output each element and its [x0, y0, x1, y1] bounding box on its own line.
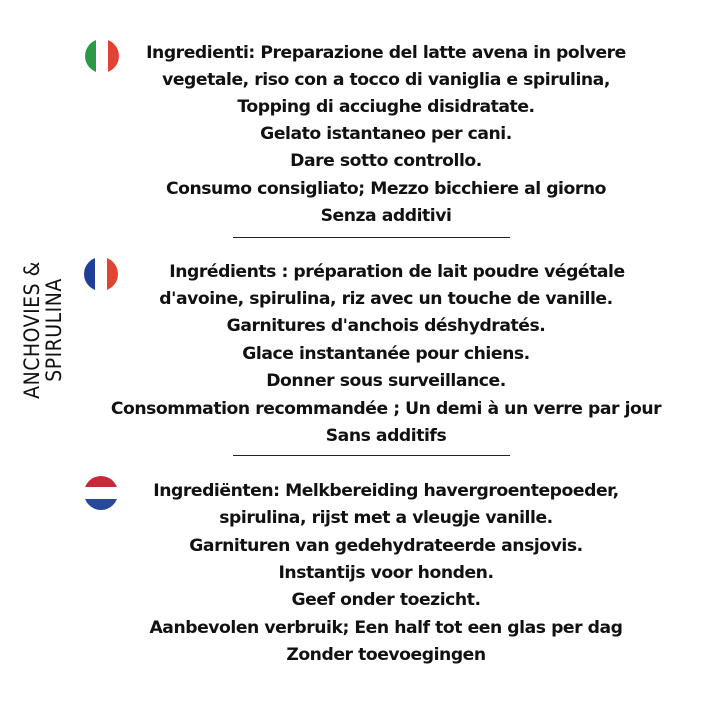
text-line: Ingrédients : préparation de lait poudre végétale	[169, 262, 625, 282]
text-line: Ingrediënten: Melkbereiding havergroentepoeder,	[153, 481, 619, 501]
text-line: vegetale, riso con a tocco di vaniglia e spirulina,	[162, 70, 610, 90]
text-line: Consumo consigliato; Mezzo bicchiere al giorno	[165, 179, 607, 199]
text-line: Dare sotto controllo.	[290, 151, 482, 171]
text-line: Consommation recommandée ; Un demi à un verre par jour	[110, 399, 662, 419]
product-name-vertical	[21, 261, 65, 399]
text-line: Senza additivi	[320, 206, 452, 226]
product-name-line-2: SPIRULINA	[42, 278, 66, 382]
text-line: spirulina, rijst met a vleugje vanille.	[219, 508, 553, 528]
section-divider	[233, 237, 510, 238]
text-line: d'avoine, spirulina, riz avec un touche de vanille.	[159, 289, 613, 309]
section-divider	[233, 455, 510, 456]
product-name-line-1: ANCHOVIES &	[20, 261, 44, 399]
text-line: Instantijs voor honden.	[278, 563, 494, 583]
text-line: Glace instantanée pour chiens.	[242, 344, 530, 364]
text-line: Ingredienti: Preparazione del latte avena in polvere	[146, 43, 626, 63]
text-line: Garnitures d'anchois déshydratés.	[226, 316, 546, 336]
text-line: Topping di acciughe disidratate.	[237, 97, 535, 117]
text-line: Gelato istantaneo per cani.	[260, 124, 512, 144]
text-line: Aanbevolen verbruik; Een half tot een glas per dag	[149, 618, 623, 638]
text-line: Donner sous surveillance.	[266, 371, 506, 391]
text-line: Zonder toevoegingen	[286, 645, 486, 665]
text-line: Sans additifs	[325, 426, 447, 446]
text-line: Garnituren van gedehydrateerde ansjovis.	[189, 536, 583, 556]
text-line: Geef onder toezicht.	[291, 590, 481, 610]
